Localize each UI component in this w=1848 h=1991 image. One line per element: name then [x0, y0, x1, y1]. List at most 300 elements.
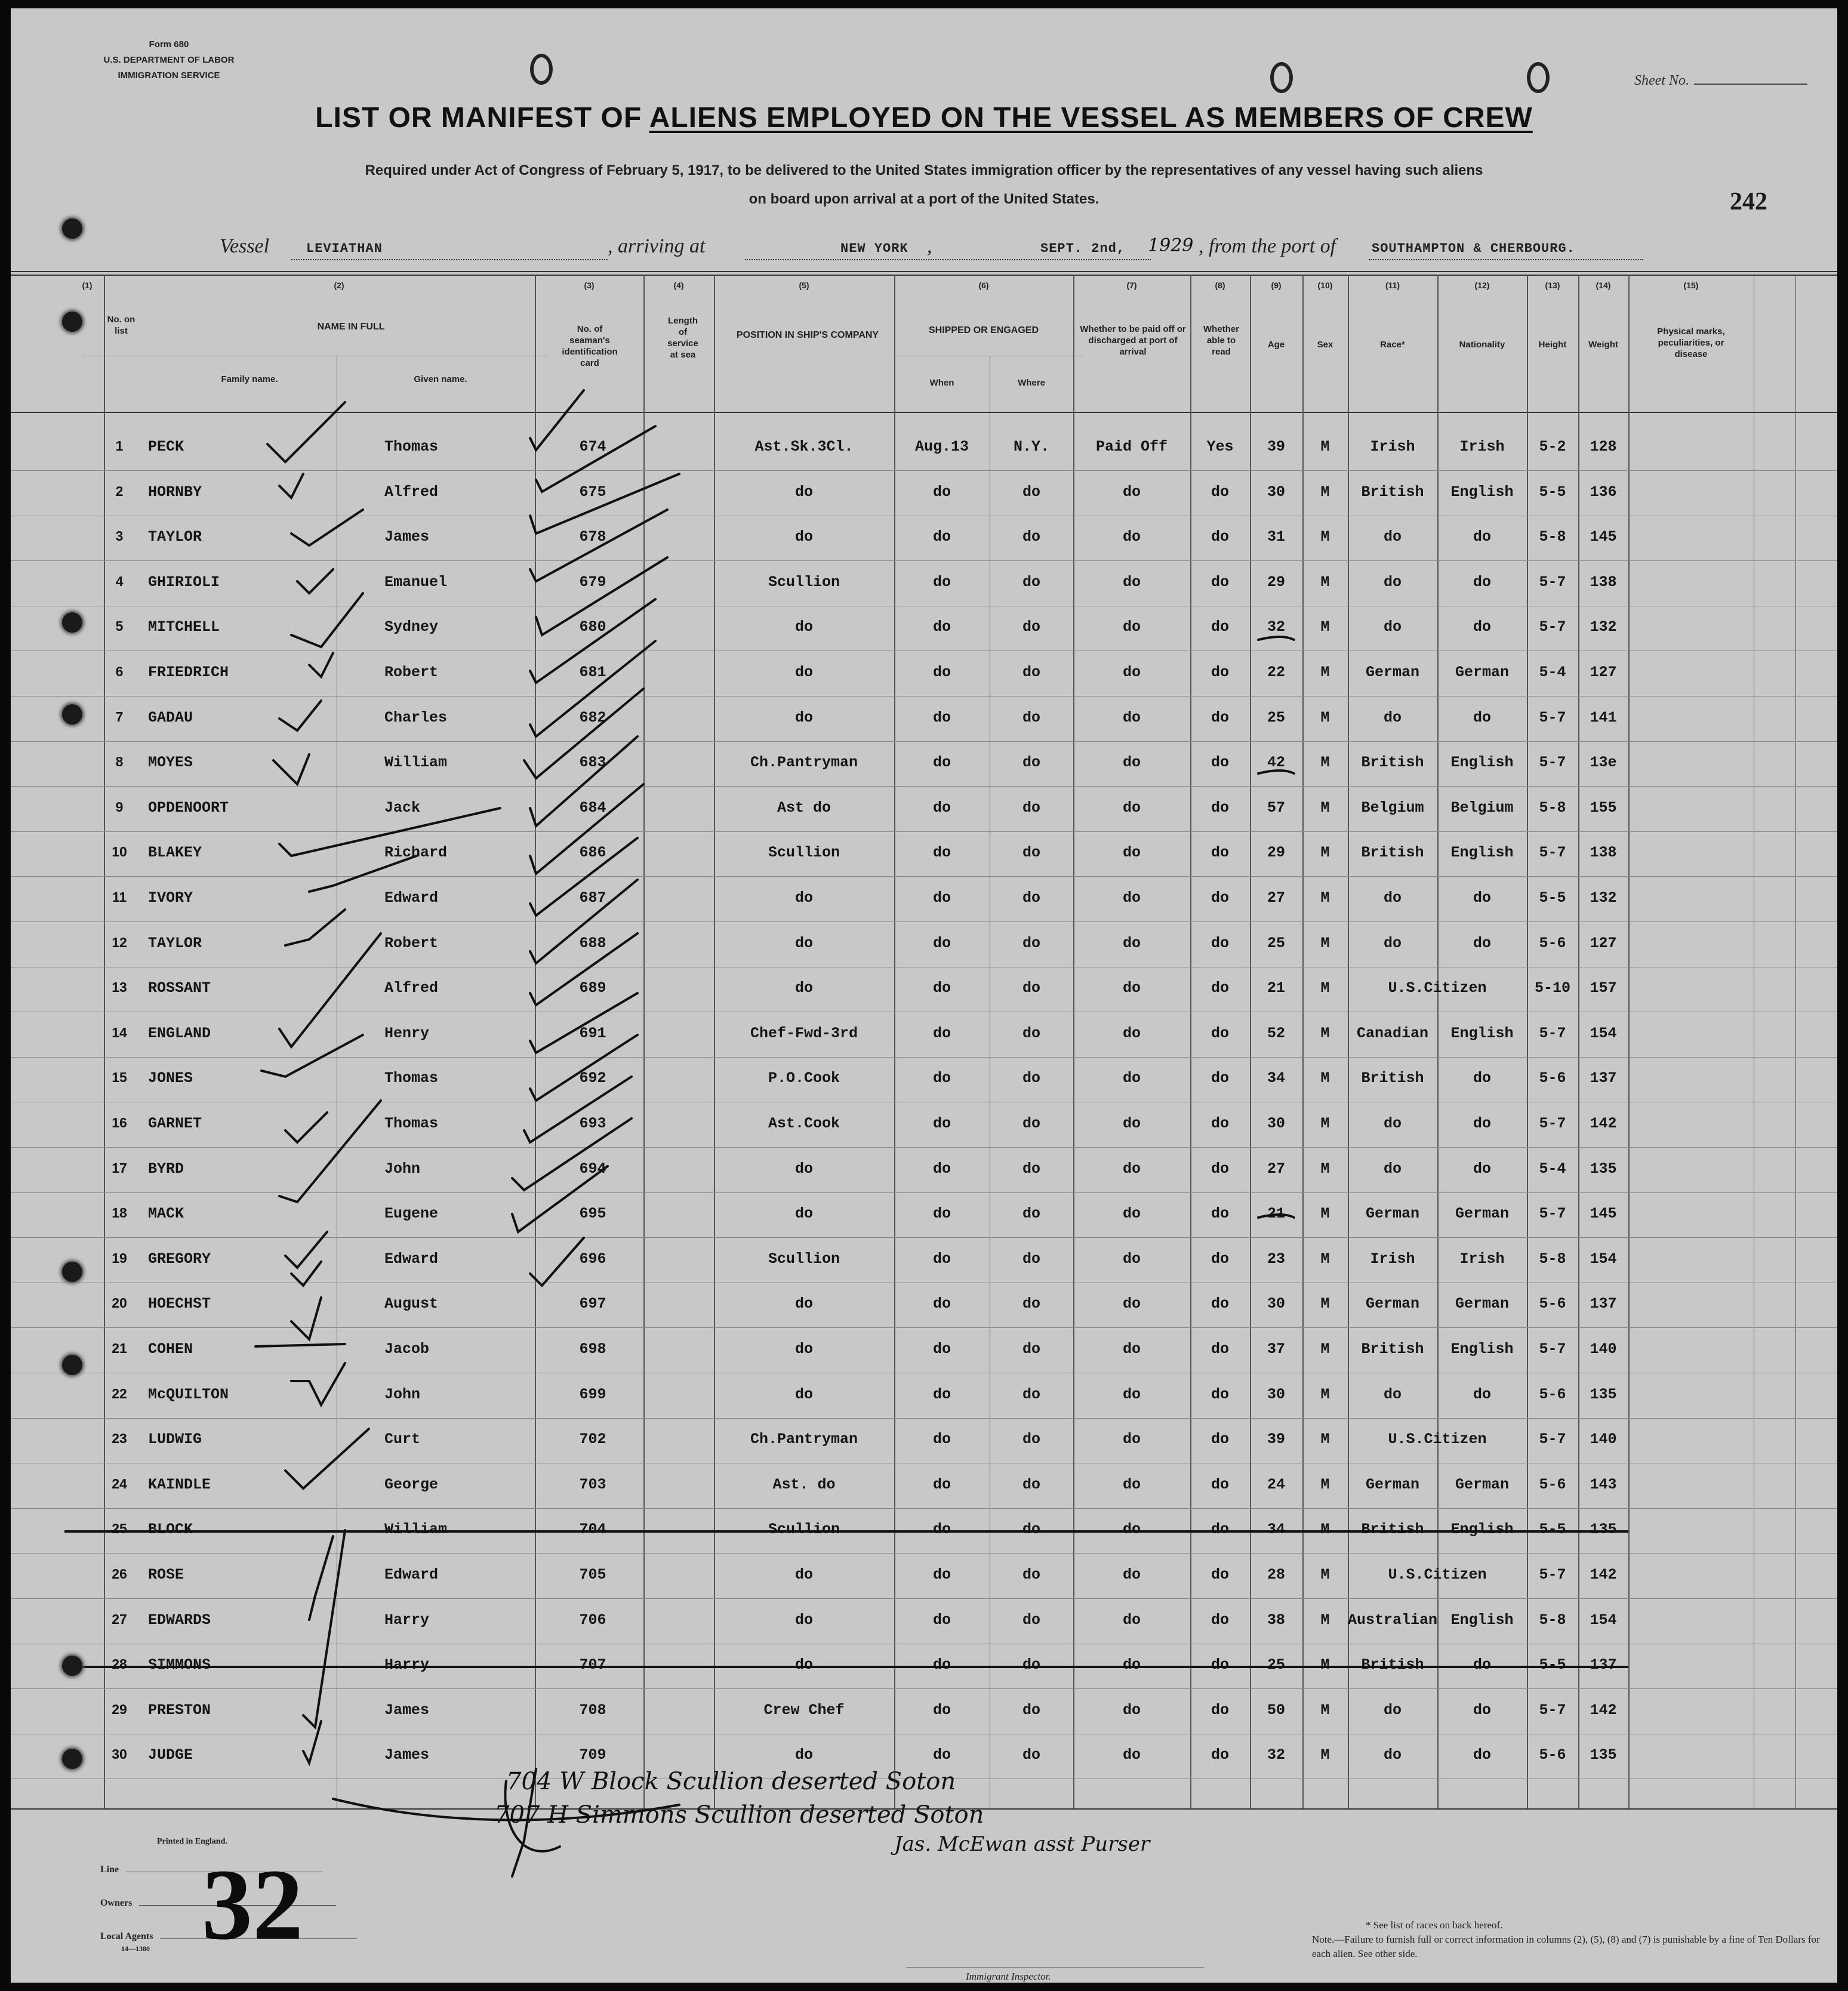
nationality: do — [1473, 573, 1491, 591]
footer-line-field: Line — [100, 1864, 323, 1875]
weight: 154 — [1590, 1611, 1617, 1629]
given-name: Thomas — [384, 1115, 439, 1132]
sex: M — [1320, 528, 1330, 546]
given-name: Edward — [384, 1566, 439, 1583]
height: 5-7 — [1539, 754, 1566, 772]
weight: 140 — [1590, 1431, 1617, 1448]
able-to-read: do — [1211, 1475, 1229, 1493]
height: 5-7 — [1539, 1701, 1566, 1719]
shipped-where: do — [1022, 573, 1040, 591]
position: do — [794, 1566, 813, 1583]
family-name: ROSSANT — [148, 979, 211, 997]
age: 37 — [1267, 1340, 1285, 1358]
family-name: BLAKEY — [148, 844, 202, 862]
height: 5-7 — [1539, 618, 1566, 636]
row-number: 18 — [112, 1205, 127, 1221]
race: Irish — [1370, 438, 1415, 455]
paid-off: do — [1122, 799, 1141, 816]
row-number: 6 — [115, 664, 124, 679]
position: do — [794, 1611, 813, 1629]
weight: 143 — [1590, 1475, 1617, 1493]
position: P.O.Cook — [768, 1070, 840, 1087]
race: U.S.Citizen — [1388, 979, 1487, 997]
able-to-read: do — [1211, 1340, 1229, 1358]
shipped-where: do — [1022, 1205, 1040, 1223]
shipped-where: do — [1022, 1024, 1040, 1042]
shipped-where: do — [1022, 664, 1040, 681]
family-name: ROSE — [148, 1566, 184, 1583]
page-subtitle: Required under Act of Congress of February 5, 1917, to be delivered to the United States immigration officer by the representatives of any vessel having such aliens on board upon arrival at a port of the United States. — [365, 162, 1483, 207]
family-name: FRIEDRICH — [148, 664, 229, 681]
header-physical-marks: Physical marks, peculiarities, or disease — [1657, 326, 1725, 359]
family-name: PECK — [148, 438, 184, 455]
sex: M — [1320, 1160, 1330, 1178]
shipped-where: do — [1022, 483, 1040, 501]
given-name: Robert — [384, 934, 439, 952]
race: German — [1365, 1205, 1419, 1223]
row-number: 7 — [115, 708, 124, 725]
given-name: James — [384, 1746, 430, 1764]
nationality: German — [1455, 664, 1509, 681]
position: do — [794, 934, 813, 952]
seaman-card-number: 683 — [579, 754, 606, 772]
height: 5-7 — [1539, 1431, 1566, 1448]
seaman-card-number: 679 — [579, 573, 606, 591]
family-name: BYRD — [148, 1160, 184, 1178]
position: Scullion — [768, 1250, 840, 1268]
nationality: do — [1473, 1746, 1491, 1764]
age: 30 — [1267, 1385, 1285, 1403]
family-name: KAINDLE — [148, 1475, 211, 1493]
weight: 142 — [1590, 1701, 1617, 1719]
seaman-card-number: 708 — [579, 1701, 606, 1719]
able-to-read: do — [1211, 708, 1229, 726]
age: 25 — [1267, 708, 1285, 726]
race: German — [1365, 1475, 1419, 1493]
paid-off: do — [1122, 664, 1141, 681]
header-name-in-full: NAME IN FULL — [317, 322, 385, 332]
age: 34 — [1267, 1521, 1285, 1539]
given-name: Harry — [384, 1656, 430, 1674]
family-name: BLOCK — [148, 1521, 193, 1539]
family-name: OPDENOORT — [148, 799, 229, 816]
weight: 127 — [1590, 934, 1617, 952]
header-able-to-read: Whether able to read — [1203, 324, 1239, 357]
shipped-when: do — [932, 1566, 951, 1583]
column-number: (8) — [1215, 281, 1225, 290]
shipped-where: do — [1022, 528, 1040, 546]
race: British — [1361, 1340, 1424, 1358]
race: U.S.Citizen — [1388, 1431, 1487, 1448]
able-to-read: Yes — [1206, 438, 1234, 455]
nationality: do — [1473, 528, 1491, 546]
height: 5-6 — [1539, 1070, 1566, 1087]
family-name: JONES — [148, 1070, 193, 1087]
weight: 137 — [1590, 1070, 1617, 1087]
given-name: James — [384, 1701, 430, 1719]
shipped-where: do — [1022, 1115, 1040, 1132]
shipped-where: do — [1022, 844, 1040, 862]
shipped-where: do — [1022, 1385, 1040, 1403]
header-paid-off: Whether to be paid off or discharged at port of arrival — [1080, 324, 1186, 357]
departure-port: SOUTHAMPTON & CHERBOURG. — [1372, 241, 1575, 256]
position: do — [794, 889, 813, 907]
paid-off: do — [1122, 1205, 1141, 1223]
family-name: HORNBY — [148, 483, 202, 501]
shipped-when: do — [932, 1431, 951, 1448]
vessel-name: LEVIATHAN — [306, 241, 383, 256]
position: Ast do — [777, 799, 831, 816]
row-number: 8 — [115, 754, 124, 770]
height: 5-6 — [1539, 934, 1566, 952]
row-number: 14 — [112, 1024, 127, 1040]
row-number: 30 — [112, 1746, 127, 1762]
age: 25 — [1267, 934, 1285, 952]
seaman-card-number: 702 — [579, 1431, 606, 1448]
sex: M — [1320, 438, 1330, 455]
race: British — [1361, 1070, 1424, 1087]
able-to-read: do — [1211, 1611, 1229, 1629]
row-number: 19 — [112, 1250, 127, 1266]
immigrant-inspector-label: Immigrant Inspector. — [966, 1971, 1051, 1982]
given-name: Edward — [384, 1250, 439, 1268]
header-no-on-list: No. on list — [107, 315, 135, 336]
age: 30 — [1267, 1295, 1285, 1313]
given-name: Harry — [384, 1611, 430, 1629]
weight: 137 — [1590, 1295, 1617, 1313]
height: 5-6 — [1539, 1295, 1566, 1313]
position: Ast.Sk.3Cl. — [754, 438, 854, 455]
height: 5-4 — [1539, 1160, 1566, 1178]
nationality: German — [1455, 1295, 1509, 1313]
race: do — [1383, 1385, 1402, 1403]
able-to-read: do — [1211, 1295, 1229, 1313]
seaman-card-number: 695 — [579, 1205, 606, 1223]
age: 21 — [1267, 979, 1285, 997]
shipped-where: do — [1022, 889, 1040, 907]
able-to-read: do — [1211, 1024, 1229, 1042]
shipped-where: do — [1022, 1160, 1040, 1178]
position: Ch.Pantryman — [750, 1431, 858, 1448]
position: Ast. do — [772, 1475, 836, 1493]
column-number: (2) — [334, 281, 344, 290]
given-name: Jack — [384, 799, 421, 816]
nationality: do — [1473, 1385, 1491, 1403]
sex: M — [1320, 708, 1330, 726]
able-to-read: do — [1211, 664, 1229, 681]
paid-off: do — [1122, 1250, 1141, 1268]
able-to-read: do — [1211, 844, 1229, 862]
able-to-read: do — [1211, 1115, 1229, 1132]
given-name: Alfred — [384, 483, 439, 501]
able-to-read: do — [1211, 1205, 1229, 1223]
age: 38 — [1267, 1611, 1285, 1629]
able-to-read: do — [1211, 1070, 1229, 1087]
column-number: (5) — [799, 281, 809, 290]
paid-off: do — [1122, 573, 1141, 591]
able-to-read: do — [1211, 1250, 1229, 1268]
weight: 136 — [1590, 483, 1617, 501]
shipped-when: do — [932, 889, 951, 907]
height: 5-5 — [1539, 1656, 1566, 1674]
family-name: ENGLAND — [148, 1024, 211, 1042]
height: 5-4 — [1539, 664, 1566, 681]
footer-note: * See list of races on back hereof. Note.—Failure to furnish full or correct information in columns (2), (5), (8) and (7) is punishable by a fine of Ten Dollars for each alien. See other side. — [1312, 1919, 1820, 1959]
paid-off: Paid Off — [1095, 438, 1168, 455]
age: 34 — [1267, 1070, 1285, 1087]
header-seaman-card: No. of seaman's identification card — [562, 324, 618, 368]
seaman-card-number: 689 — [579, 979, 606, 997]
sex: M — [1320, 1070, 1330, 1087]
shipped-where: do — [1022, 799, 1040, 816]
row-number: 20 — [112, 1295, 127, 1311]
purser-signature: Jas. McEwan asst Purser — [894, 1832, 1150, 1856]
page-number: 242 — [1730, 188, 1767, 215]
sex: M — [1320, 1746, 1330, 1764]
paid-off: do — [1122, 754, 1141, 772]
row-number: 4 — [115, 573, 124, 589]
column-number: (10) — [1317, 281, 1333, 290]
row-number: 13 — [112, 979, 127, 995]
height: 5-8 — [1539, 1250, 1566, 1268]
sex: M — [1320, 799, 1330, 816]
seaman-card-number: 688 — [579, 934, 606, 952]
shipped-when: do — [932, 1160, 951, 1178]
seaman-card-number: 684 — [579, 799, 606, 816]
able-to-read: do — [1211, 1431, 1229, 1448]
row-number: 17 — [112, 1160, 127, 1176]
age: 29 — [1267, 573, 1285, 591]
footer-owners-field: Owners — [100, 1898, 336, 1909]
sex: M — [1320, 889, 1330, 907]
able-to-read: do — [1211, 1521, 1229, 1539]
race: British — [1361, 1656, 1424, 1674]
position: do — [794, 618, 813, 636]
row-number: 22 — [112, 1385, 127, 1401]
shipped-when: do — [932, 528, 951, 546]
footer-form-code: 14—1380 — [121, 1944, 150, 1953]
seaman-card-number: 696 — [579, 1250, 606, 1268]
given-name: Emanuel — [384, 573, 448, 591]
paid-off: do — [1122, 483, 1141, 501]
seaman-card-number: 697 — [579, 1295, 606, 1313]
shipped-when: do — [932, 1295, 951, 1313]
able-to-read: do — [1211, 754, 1229, 772]
row-number: 27 — [112, 1611, 127, 1627]
manifest-sheet — [11, 8, 1837, 1983]
nationality: English — [1450, 483, 1514, 501]
able-to-read: do — [1211, 1385, 1229, 1403]
paid-off: do — [1122, 889, 1141, 907]
able-to-read: do — [1211, 889, 1229, 907]
shipped-when: do — [932, 979, 951, 997]
seaman-card-number: 692 — [579, 1070, 606, 1087]
seaman-card-number: 694 — [579, 1160, 606, 1178]
paid-off: do — [1122, 979, 1141, 997]
sex: M — [1320, 1431, 1330, 1448]
weight: 132 — [1590, 618, 1617, 636]
race: U.S.Citizen — [1388, 1566, 1487, 1583]
header-height: Height — [1538, 340, 1567, 350]
weight: 135 — [1590, 1746, 1617, 1764]
nationality: English — [1450, 844, 1514, 862]
race: do — [1383, 618, 1402, 636]
header-shipped-engaged: SHIPPED OR ENGAGED — [928, 325, 1039, 335]
sex: M — [1320, 1115, 1330, 1132]
sex: M — [1320, 1385, 1330, 1403]
race: do — [1383, 528, 1402, 546]
row-number: 24 — [112, 1475, 127, 1491]
nationality: do — [1473, 1656, 1491, 1674]
seaman-card-number: 678 — [579, 528, 606, 546]
column-number: (15) — [1683, 281, 1699, 290]
given-name: Alfred — [384, 979, 439, 997]
race: British — [1361, 1521, 1424, 1539]
department-name: U.S. DEPARTMENT OF LABOR — [103, 55, 235, 65]
nationality: do — [1473, 1115, 1491, 1132]
nationality: do — [1473, 1701, 1491, 1719]
able-to-read: do — [1211, 618, 1229, 636]
shipped-when: do — [932, 1611, 951, 1629]
position: do — [794, 1385, 813, 1403]
shipped-where: do — [1022, 934, 1040, 952]
arrival-year: 1929 — [1148, 235, 1194, 256]
given-name: Charles — [384, 708, 448, 726]
sex: M — [1320, 1340, 1330, 1358]
shipped-when: do — [932, 934, 951, 952]
able-to-read: do — [1211, 573, 1229, 591]
given-name: Sydney — [384, 618, 439, 636]
shipped-when: do — [932, 754, 951, 772]
nationality: Irish — [1459, 1250, 1505, 1268]
paid-off: do — [1122, 844, 1141, 862]
race: do — [1383, 1160, 1402, 1178]
shipped-when: do — [932, 708, 951, 726]
paid-off: do — [1122, 1295, 1141, 1313]
age: 39 — [1267, 1431, 1285, 1448]
age: 39 — [1267, 438, 1285, 455]
age: 24 — [1267, 1475, 1285, 1493]
weight: 140 — [1590, 1340, 1617, 1358]
given-name: Richard — [384, 844, 448, 862]
sex: M — [1320, 1250, 1330, 1268]
nationality: do — [1473, 1070, 1491, 1087]
position: do — [794, 528, 813, 546]
header-position: POSITION IN SHIP'S COMPANY — [736, 330, 879, 340]
family-name: HOECHST — [148, 1295, 211, 1313]
position: do — [794, 1340, 813, 1358]
column-number: (12) — [1474, 281, 1490, 290]
age: 22 — [1267, 664, 1285, 681]
arrival-date: SEPT. 2nd, — [1040, 241, 1126, 256]
given-name: Robert — [384, 664, 439, 681]
form-number: Form 680 — [149, 39, 189, 50]
family-name: COHEN — [148, 1340, 193, 1358]
height: 5-5 — [1539, 1521, 1566, 1539]
arrival-port: NEW YORK — [840, 241, 908, 256]
paid-off: do — [1122, 1385, 1141, 1403]
given-name: George — [384, 1475, 439, 1493]
paid-off: do — [1122, 1566, 1141, 1583]
weight: 157 — [1590, 979, 1617, 997]
position: Chef-Fwd-3rd — [750, 1024, 858, 1042]
sex: M — [1320, 1205, 1330, 1223]
position: do — [794, 1160, 813, 1178]
sex: M — [1320, 618, 1330, 636]
seaman-card-number: 681 — [579, 664, 606, 681]
column-number: (4) — [673, 281, 684, 290]
shipped-when: do — [932, 1521, 951, 1539]
height: 5-7 — [1539, 573, 1566, 591]
height: 5-6 — [1539, 1385, 1566, 1403]
column-number: (14) — [1596, 281, 1611, 290]
position: do — [794, 1205, 813, 1223]
sex: M — [1320, 1611, 1330, 1629]
sex: M — [1320, 844, 1330, 862]
shipped-when: do — [932, 618, 951, 636]
able-to-read: do — [1211, 934, 1229, 952]
shipped-where: do — [1022, 1566, 1040, 1583]
shipped-where: N.Y. — [1013, 438, 1049, 455]
seaman-card-number: 704 — [579, 1521, 606, 1539]
row-number: 10 — [112, 844, 127, 860]
row-number: 9 — [115, 799, 124, 815]
seaman-card-number: 691 — [579, 1024, 606, 1042]
shipped-when: do — [932, 573, 951, 591]
paid-off: do — [1122, 1656, 1141, 1674]
family-name: GHIRIOLI — [148, 573, 220, 591]
column-number: (1) — [82, 281, 93, 290]
weight: 142 — [1590, 1566, 1617, 1583]
paid-off: do — [1122, 1070, 1141, 1087]
position: Scullion — [768, 844, 840, 862]
seaman-card-number: 674 — [579, 438, 606, 455]
height: 5-6 — [1539, 1746, 1566, 1764]
able-to-read: do — [1211, 799, 1229, 816]
age: 42 — [1267, 754, 1285, 772]
position: do — [794, 1295, 813, 1313]
family-name: MACK — [148, 1205, 184, 1223]
paid-off: do — [1122, 1115, 1141, 1132]
age: 27 — [1267, 1160, 1285, 1178]
row-number: 29 — [112, 1701, 127, 1717]
sex: M — [1320, 664, 1330, 681]
family-name: GADAU — [148, 708, 193, 726]
race: German — [1365, 664, 1419, 681]
weight: 155 — [1590, 799, 1617, 816]
sex: M — [1320, 934, 1330, 952]
age: 21 — [1267, 1205, 1285, 1223]
position: do — [794, 1746, 813, 1764]
nationality: English — [1450, 1024, 1514, 1042]
seaman-card-number: 687 — [579, 889, 606, 907]
height: 5-8 — [1539, 528, 1566, 546]
race: Canadian — [1356, 1024, 1429, 1042]
stamped-number: 32 — [202, 1848, 303, 1961]
weight: 128 — [1590, 438, 1617, 455]
paid-off: do — [1122, 1431, 1141, 1448]
sex: M — [1320, 1521, 1330, 1539]
given-name: Thomas — [384, 1070, 439, 1087]
paid-off: do — [1122, 1475, 1141, 1493]
printed-in-england: Printed in England. — [157, 1837, 227, 1846]
nationality: German — [1455, 1205, 1509, 1223]
weight: 154 — [1590, 1024, 1617, 1042]
height: 5-7 — [1539, 1205, 1566, 1223]
seaman-card-number: 703 — [579, 1475, 606, 1493]
paid-off: do — [1122, 1611, 1141, 1629]
sheet-number: Sheet No. — [1634, 73, 1825, 89]
